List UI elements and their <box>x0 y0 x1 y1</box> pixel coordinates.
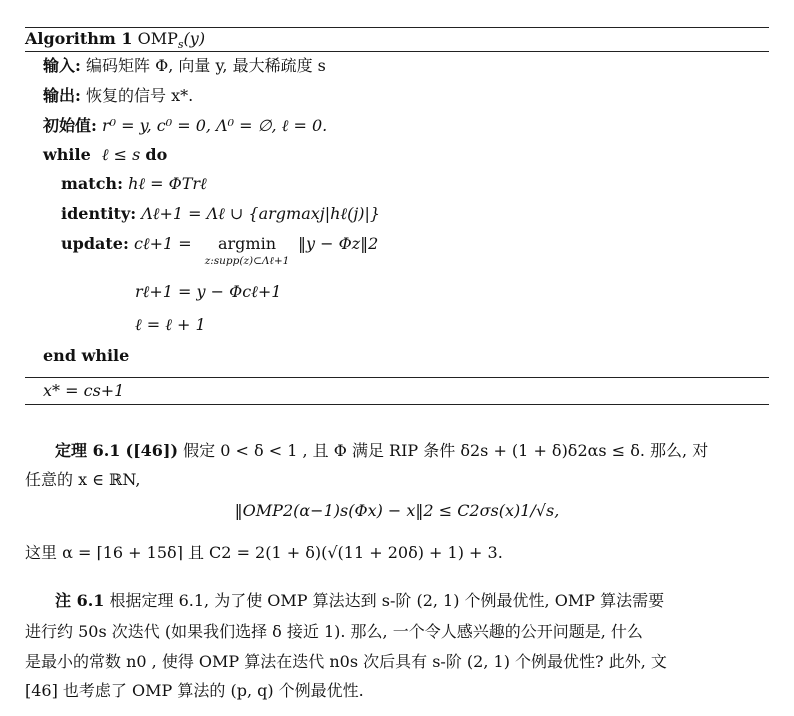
update-argmin <box>198 234 296 268</box>
do-keyword: do <box>145 145 168 164</box>
remark-line-2: 进行约 50s 次迭代 (如果我们选择 δ 接近 1). 那么, 一个令人感兴趣的公开问题是, 什么 <box>25 622 643 641</box>
identity-label: identity: <box>61 204 137 223</box>
algorithm-header <box>25 28 205 50</box>
output-label: 输出: <box>43 86 81 105</box>
residual-equation: rℓ+1 = y − Φcℓ+1 <box>135 282 282 301</box>
algorithm-result-rule <box>25 377 769 378</box>
algorithm-header-rule <box>25 51 769 52</box>
algorithm-label: Algorithm 1 <box>25 29 133 48</box>
output-text: 恢复的信号 x*. <box>86 86 194 105</box>
algorithm-bottom-rule <box>25 404 769 405</box>
remark-line-4: [46] 也考虑了 OMP 算法的 (p, q) 个例最优性. <box>25 681 364 700</box>
remark-label: 注 6.1 <box>55 591 105 610</box>
result-equation: x* = cs+1 <box>43 381 125 400</box>
argmin-operator: argmin <box>217 234 277 253</box>
update-line <box>61 233 192 255</box>
theorem-line-1 <box>25 436 770 465</box>
remark-line-1 <box>25 586 770 615</box>
theorem-line-2: 任意的 x ∈ ℝN, <box>25 470 141 489</box>
theorem-label: 定理 6.1 <box>55 441 121 460</box>
input-text: 编码矩阵 Φ, 向量 y, 最大稀疏度 s <box>86 56 326 75</box>
algorithm-input <box>43 55 326 77</box>
init-text: r⁰ = y, c⁰ = 0, Λ⁰ = ∅, ℓ = 0. <box>102 116 328 135</box>
match-label: match: <box>61 174 123 193</box>
argmin-subscript: z:supp(z)⊂Λℓ+1 <box>204 255 290 267</box>
theorem-ref: ([46]) <box>125 441 179 460</box>
end-while: end while <box>43 346 130 365</box>
while-keyword: while <box>43 145 91 164</box>
algorithm-name: OMP <box>137 29 178 48</box>
update-lhs: cℓ+1 = <box>133 234 192 253</box>
algorithm-name-arg: (y) <box>183 29 206 48</box>
update-rhs: ‖y − Φz‖2 <box>298 234 379 253</box>
remark-line-3: 是最小的常数 n0 , 使得 OMP 算法在迭代 n0s 次后具有 s-阶 (2, 1) 个例最优性? 此外, 文 <box>25 652 667 671</box>
init-label: 初始值: <box>43 116 97 135</box>
while-condition: ℓ ≤ s <box>101 145 141 164</box>
theorem-where-line: 这里 α = ⌈16 + 15δ⌉ 且 C2 = 2(1 + δ)(√(11 + 20δ) + 1) + 3. <box>25 543 503 562</box>
algorithm-name-subscript: s <box>177 38 184 52</box>
while-line <box>43 144 167 166</box>
remark-text-1: 根据定理 6.1, 为了使 OMP 算法达到 s-阶 (2, 1) 个例最优性, OMP 算法需要 <box>109 591 665 610</box>
increment-equation: ℓ = ℓ + 1 <box>135 315 206 334</box>
algorithm-init <box>43 115 327 137</box>
algorithm-output <box>43 85 193 107</box>
input-label: 输入: <box>43 56 81 75</box>
theorem-equation: ‖OMP2(α−1)s(Φx) − x‖2 ≤ C2σs(x)1/√s, <box>234 501 560 520</box>
identity-equation: Λℓ+1 = Λℓ ∪ {argmaxj|hℓ(j)|} <box>141 204 381 223</box>
update-label: update: <box>61 234 129 253</box>
match-equation: hℓ = ΦTrℓ <box>128 174 207 193</box>
match-line <box>61 173 207 195</box>
theorem-text-1: 假定 0 < δ < 1 , 且 Φ 满足 RIP 条件 δ2s + (1 + δ)δ2αs ≤ δ. 那么, 对 <box>183 441 709 460</box>
identity-line <box>61 203 380 225</box>
